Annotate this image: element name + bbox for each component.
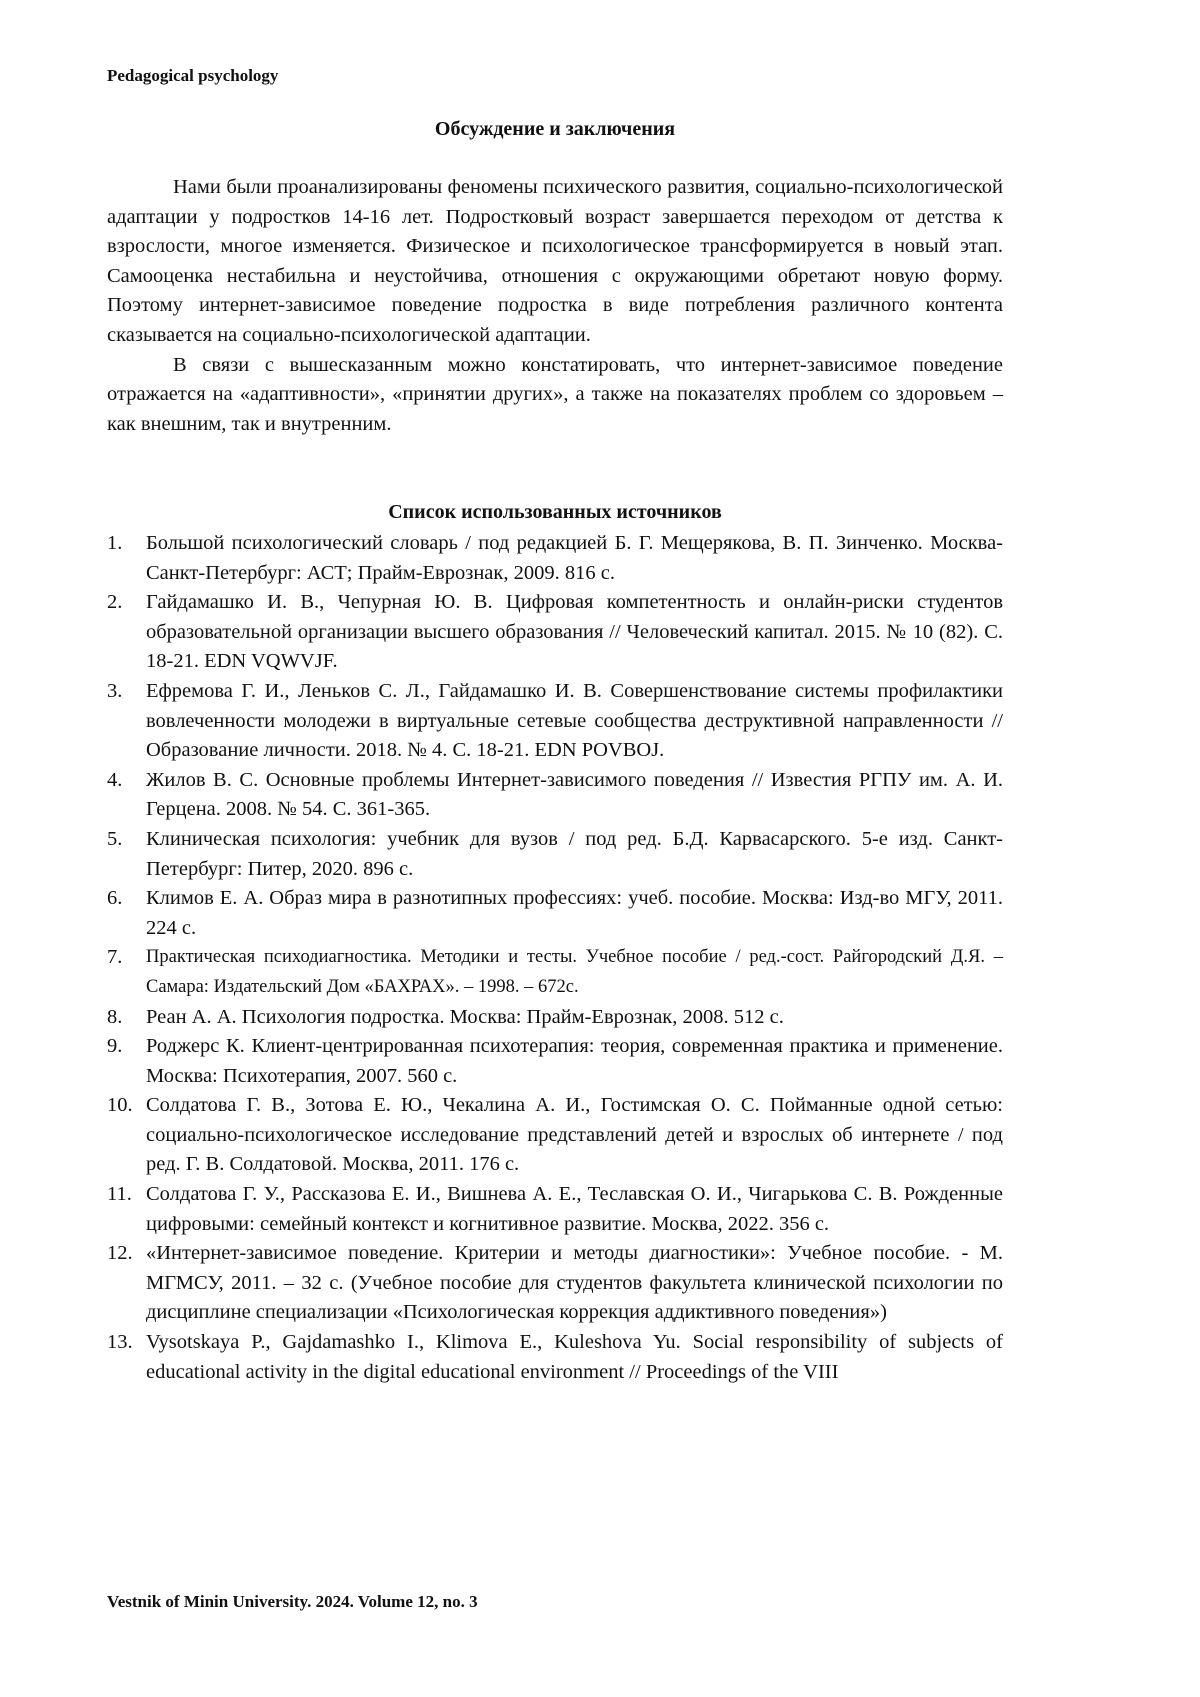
reference-number: 2.	[107, 591, 123, 614]
reference-text: Практическая психодиагностика. Методики и тесты. Учебное пособие / ред.-сост. Райгородский Д.Я. – Самара: Издательский Дом «БАХРАХ». – 1998. – 672с.	[146, 947, 1003, 997]
reference-item	[107, 943, 1003, 1002]
reference-number: 6.	[107, 887, 123, 910]
reference-text: Реан А. А. Психология подростка. Москва: Прайм-Еврознак, 2008. 512 с.	[146, 1005, 784, 1028]
reference-item	[107, 1328, 1003, 1387]
reference-number: 3.	[107, 679, 123, 702]
reference-item	[107, 677, 1003, 766]
reference-item	[107, 1239, 1003, 1328]
reference-number: 11.	[107, 1183, 132, 1206]
reference-number: 7.	[107, 946, 123, 969]
references-list	[107, 529, 1003, 1387]
reference-number: 5.	[107, 827, 123, 850]
paragraph: В связи с вышесказанным можно констатировать, что интернет-зависимое поведение отражается на «адаптивности», «принятии других», а также на показателях проблем со здоровьем – как внешним, так и внутренним.	[107, 353, 1003, 435]
references-title: Список использованных источников	[388, 501, 722, 523]
discussion-body	[107, 173, 1003, 439]
running-footer: Vestnik of Minin University. 2024. Volume 12, no. 3	[107, 1592, 478, 1611]
reference-number: 10.	[107, 1094, 133, 1117]
reference-number: 4.	[107, 768, 123, 791]
section-title: Обсуждение и заключения	[434, 118, 676, 140]
reference-text: Клиническая психология: учебник для вузов / под ред. Б.Д. Карвасарского. 5-е изд. Санкт-Петербург: Питер, 2020. 896 с.	[146, 827, 1003, 880]
reference-item	[107, 1032, 1003, 1091]
paragraph: Нами были проанализированы феномены психического развития, социально-психологической адаптации у подростков 14-16 лет. Подростковый возраст завершается переходом от детства к взрослости, многое изменяется. Физическое и психологическое трансформируется в новый этап. Самооценка нестабильна и неустойчива, отношения с окружающими обретают новую форму. Поэтому интернет-зависимое поведение подростка в виде потребления различного контента сказывается на социально-психологической адаптации.	[107, 176, 1003, 346]
reference-text: Большой психологический словарь / под редакцией Б. Г. Мещерякова, В. П. Зинченко. Москва-Санкт-Петербург: АСТ; Прайм-Еврознак, 2009. 816 с.	[146, 532, 1003, 584]
reference-item	[107, 884, 1003, 943]
reference-item	[107, 825, 1003, 884]
reference-item	[107, 766, 1003, 825]
reference-item	[107, 1091, 1003, 1180]
reference-item	[107, 588, 1003, 677]
reference-text: Vysotskaya P., Gajdamashko I., Klimova E., Kuleshova Yu. Social responsibility of subjects of educational activity in the digital educational environment // Proceedings of the VIII	[146, 1331, 1003, 1383]
reference-number: 9.	[107, 1035, 123, 1058]
running-header: Pedagogical psychology	[107, 66, 279, 85]
reference-number: 8.	[107, 1005, 123, 1028]
reference-text: Солдатова Г. В., Зотова Е. Ю., Чекалина А. И., Гостимская О. С. Пойманные одной сетью: социально-психологическое исследование представлений детей и взрослых об интернете / под ред. Г. В. Солдатовой. Москва, 2011. 176 с.	[146, 1094, 1003, 1176]
reference-number: 12.	[107, 1242, 133, 1265]
reference-text: Солдатова Г. У., Рассказова Е. И., Вишнева А. Е., Теславская О. И., Чигарькова С. В. Рожденные цифровыми: семейный контекст и когнитивное развитие. Москва, 2022. 356 с.	[146, 1183, 1003, 1235]
reference-number: 13.	[107, 1331, 133, 1354]
reference-text: Жилов В. С. Основные проблемы Интернет-зависимого поведения // Известия РГПУ им. А. И. Герцена. 2008. № 54. С. 361-365.	[146, 768, 1003, 821]
reference-item	[107, 1003, 1003, 1033]
reference-item	[107, 529, 1003, 588]
reference-text: «Интернет-зависимое поведение. Критерии и методы диагностики»: Учебное пособие. - М. МГМСУ, 2011. – 32 с. (Учебное пособие для студентов факультета клинической психологии по дисциплине специализации «Психологическая коррекция аддиктивного поведения»)	[146, 1242, 1003, 1324]
reference-text: Ефремова Г. И., Леньков С. Л., Гайдамашко И. В. Совершенствование системы профилактики вовлеченности молодежи в виртуальные сетевые сообщества деструктивной направленности // Образование личности. 2018. № 4. С. 18-21. EDN POVBOJ.	[146, 679, 1003, 762]
reference-text: Роджерс К. Клиент-центрированная психотерапия: теория, современная практика и применение. Москва: Психотерапия, 2007. 560 с.	[146, 1035, 1003, 1087]
reference-text: Климов Е. А. Образ мира в разнотипных профессиях: учеб. пособие. Москва: Изд-во МГУ, 2011. 224 с.	[146, 887, 1003, 939]
reference-number: 1.	[107, 532, 123, 554]
reference-text: Гайдамашко И. В., Чепурная Ю. В. Цифровая компетентность и онлайн-риски студентов образовательной организации высшего образования // Человеческий капитал. 2015. № 10 (82). С. 18-21. EDN VQWVJF.	[146, 591, 1003, 673]
reference-item	[107, 1180, 1003, 1239]
